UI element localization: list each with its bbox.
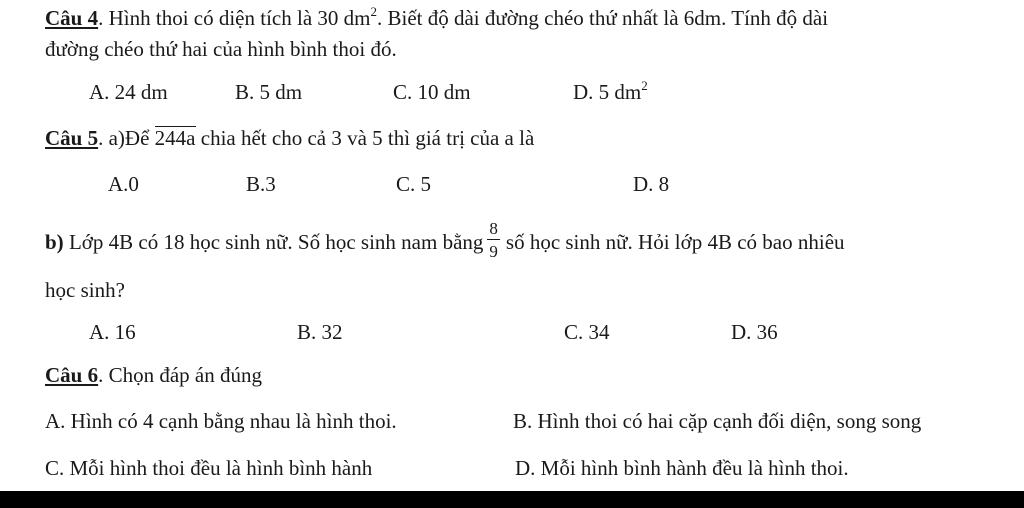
question-4-label: Câu 4 bbox=[45, 6, 99, 30]
question-5-label: Câu 5 bbox=[45, 126, 99, 150]
question-4-option-d[interactable] bbox=[573, 78, 648, 104]
question-5-part-a-prefix: . a)Để bbox=[98, 126, 155, 150]
question-6-label: Câu 6 bbox=[45, 363, 99, 387]
question-5-part-b-label: b) bbox=[45, 229, 64, 254]
question-5b-option-b[interactable]: B. 32 bbox=[297, 320, 343, 344]
fraction-denominator: 9 bbox=[489, 242, 498, 261]
question-6-option-a[interactable]: A. Hình có 4 cạnh bằng nhau là hình thoi. bbox=[45, 409, 397, 433]
question-5-overlined-number: 244a bbox=[154, 126, 196, 150]
question-4-unit-superscript: 2 bbox=[370, 4, 377, 19]
bottom-black-bar bbox=[0, 491, 1024, 508]
question-5-part-b-line-1 bbox=[45, 219, 845, 264]
fraction-eight-ninths bbox=[487, 220, 500, 260]
question-5a-option-d[interactable]: D. 8 bbox=[633, 172, 670, 196]
question-4-option-b[interactable]: B. 5 dm bbox=[235, 80, 303, 104]
question-6-prompt-line bbox=[45, 365, 262, 386]
question-6-prompt: . Chọn đáp án đúng bbox=[98, 363, 263, 387]
question-6-option-d[interactable]: D. Mỗi hình bình hành đều là hình thoi. bbox=[515, 456, 849, 480]
question-6-option-b[interactable]: B. Hình thoi có hai cặp cạnh đối diện, song song bbox=[513, 409, 922, 433]
fraction-numerator: 8 bbox=[489, 219, 498, 238]
question-5a-option-c[interactable]: C. 5 bbox=[396, 172, 432, 196]
question-4-option-c[interactable]: C. 10 dm bbox=[393, 80, 471, 104]
question-4-text-part-1: . Hình thoi có diện tích là 30 dm bbox=[98, 6, 371, 30]
question-4-line-1 bbox=[45, 4, 829, 30]
question-4-line-2: đường chéo thứ hai của hình bình thoi đó. bbox=[45, 37, 397, 61]
question-5-part-b-text-1: Lớp 4B có 18 học sinh nữ. Số học sinh nam bằng bbox=[63, 229, 484, 254]
question-5b-option-a[interactable]: A. 16 bbox=[89, 320, 136, 344]
question-4-option-d-superscript: 2 bbox=[641, 78, 648, 93]
question-6-option-c[interactable]: C. Mỗi hình thoi đều là hình bình hành bbox=[45, 456, 373, 480]
question-5a-option-a[interactable]: A.0 bbox=[108, 172, 139, 196]
question-4-option-a[interactable]: A. 24 dm bbox=[89, 80, 168, 104]
question-5a-option-b[interactable]: B.3 bbox=[246, 172, 276, 196]
question-5-part-a bbox=[45, 126, 534, 149]
question-5b-option-d[interactable]: D. 36 bbox=[731, 320, 778, 344]
question-4-option-d-text: D. 5 dm bbox=[573, 80, 642, 104]
question-5-part-a-suffix: chia hết cho cả 3 và 5 thì giá trị của a là bbox=[195, 126, 535, 150]
question-5-part-b-text-2: số học sinh nữ. Hỏi lớp 4B có bao nhiêu bbox=[505, 229, 845, 254]
question-4-text-part-2: . Biết độ dài đường chéo thứ nhất là 6dm. Tính độ dài bbox=[376, 6, 829, 30]
question-5b-option-c[interactable]: C. 34 bbox=[564, 320, 610, 344]
question-5-part-b-line-2: học sinh? bbox=[45, 278, 125, 302]
